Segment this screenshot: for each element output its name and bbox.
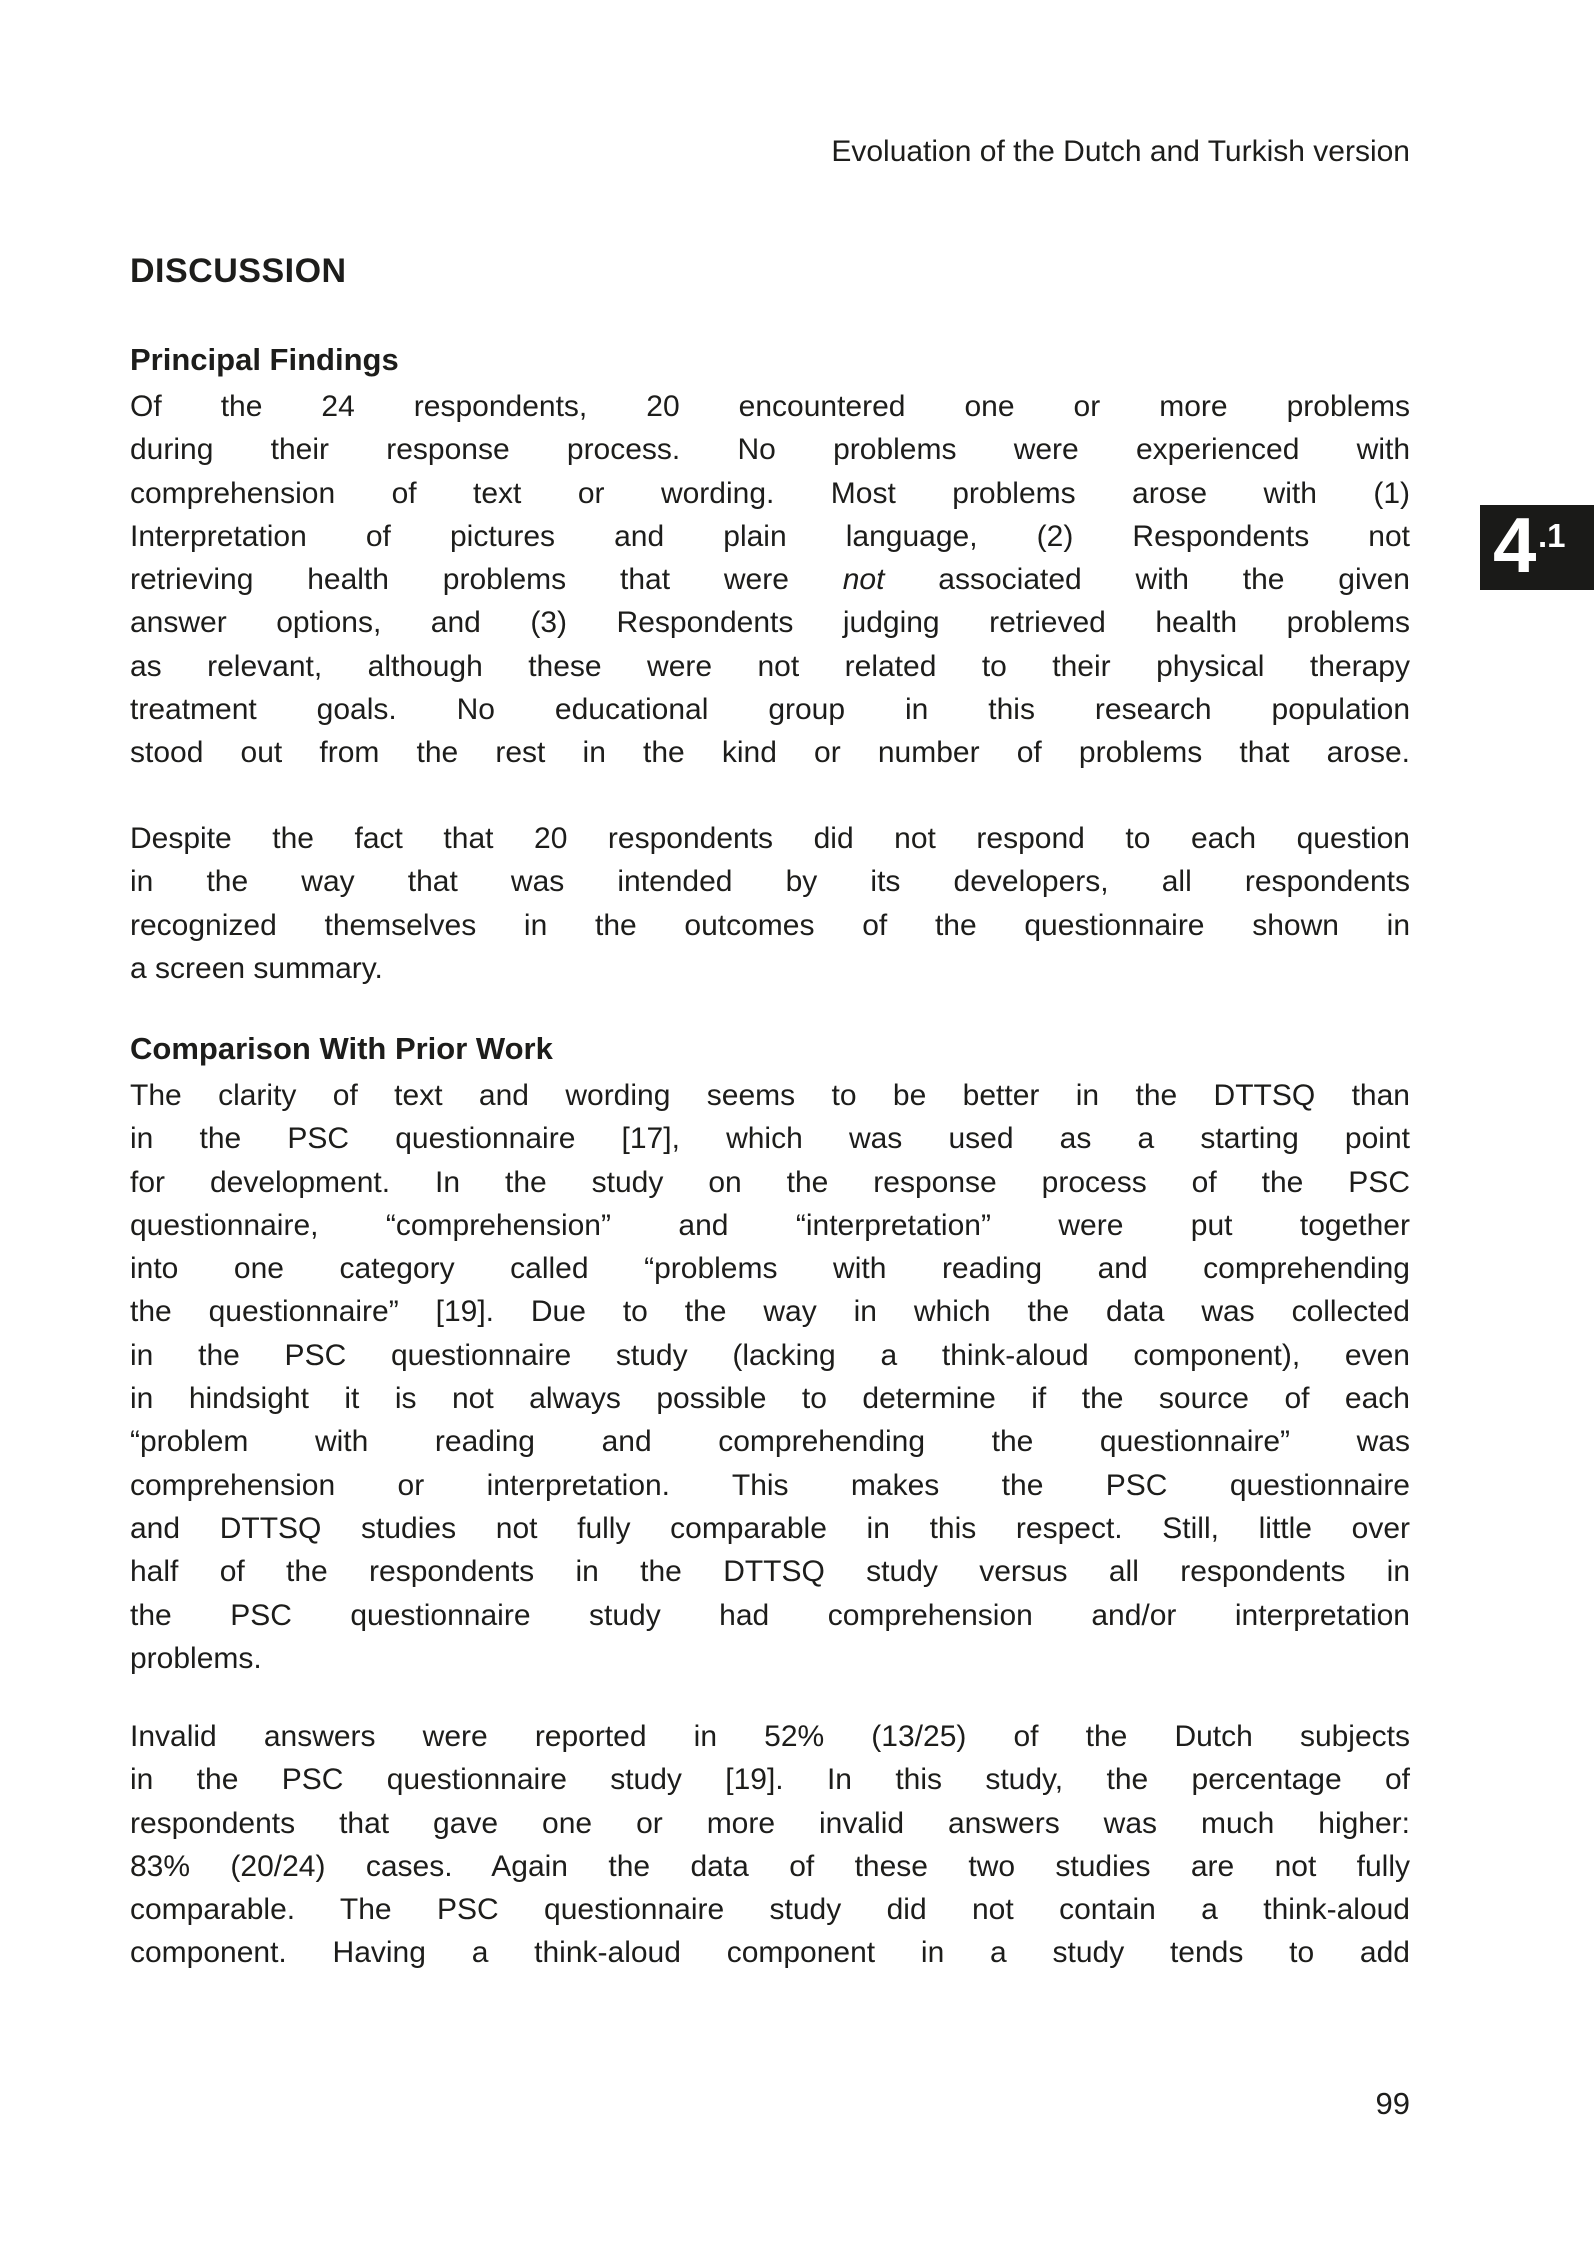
chapter-number: 4 bbox=[1493, 501, 1537, 589]
text-line: in the way that was intended by its developers, all respondents bbox=[130, 865, 1410, 899]
page-number: 99 bbox=[1375, 2086, 1410, 2121]
text-line: “problem with reading and comprehending the questionnaire” was bbox=[130, 1425, 1410, 1459]
text-line: treatment goals. No educational group in this research population bbox=[130, 693, 1410, 727]
italic-text: not bbox=[842, 563, 885, 597]
paragraph-comparison-1 bbox=[130, 1074, 1410, 1680]
text-line: in hindsight it is not always possible to determine if the source of each bbox=[130, 1382, 1410, 1416]
text-line: answer options, and (3) Respondents judging retrieved health problems bbox=[130, 606, 1410, 640]
text-line: component. Having a think-aloud component in a study tends to add bbox=[130, 1936, 1410, 1970]
text-line: in the PSC questionnaire [17], which was used as a starting point bbox=[130, 1122, 1410, 1156]
text-line: in the PSC questionnaire study [19]. In this study, the percentage of bbox=[130, 1763, 1410, 1797]
text-line: Interpretation of pictures and plain language, (2) Respondents not bbox=[130, 519, 1410, 553]
text-line: Invalid answers were reported in 52% (13/25) of the Dutch subjects bbox=[130, 1720, 1410, 1753]
text-line: The clarity of text and wording seems to be better in the DTTSQ than bbox=[130, 1079, 1410, 1112]
text-line: comprehension or interpretation. This makes the PSC questionnaire bbox=[130, 1468, 1410, 1502]
text-line: for development. In the study on the response process of the PSC bbox=[130, 1165, 1410, 1199]
text-line: in the PSC questionnaire study (lacking a think-aloud component), even bbox=[130, 1338, 1410, 1372]
text-line: and DTTSQ studies not fully comparable in this respect. Still, little over bbox=[130, 1511, 1410, 1545]
text-line: Despite the fact that 20 respondents did not respond to each question bbox=[130, 822, 1410, 855]
paragraph-comparison-2 bbox=[130, 1715, 1410, 1975]
text-line: stood out from the rest in the kind or number of problems that arose. bbox=[130, 736, 1410, 770]
text-line: retrieving health problems that were not associated with the given bbox=[130, 563, 1410, 597]
text-line: recognized themselves in the outcomes of the questionnaire shown in bbox=[130, 908, 1410, 942]
text-line: Of the 24 respondents, 20 encountered one or more problems bbox=[130, 390, 1410, 423]
chapter-tab bbox=[1480, 501, 1594, 590]
text-line: problems. bbox=[130, 1641, 262, 1675]
running-head: Evoluation of the Dutch and Turkish version bbox=[831, 135, 1410, 168]
subsection-heading-comparison-with-prior-work: Comparison With Prior Work bbox=[130, 1031, 553, 1066]
text-line: a screen summary. bbox=[130, 951, 383, 985]
text-line: into one category called “problems with reading and comprehending bbox=[130, 1252, 1410, 1286]
paragraph-principal-findings-1 bbox=[130, 385, 1410, 775]
text-line: comparable. The PSC questionnaire study did not contain a think-aloud bbox=[130, 1893, 1410, 1927]
text-line: half of the respondents in the DTTSQ study versus all respondents in bbox=[130, 1555, 1410, 1589]
text-line: respondents that gave one or more invalid answers was much higher: bbox=[130, 1806, 1410, 1840]
text-line: the PSC questionnaire study had comprehension and/or interpretation bbox=[130, 1598, 1410, 1632]
text-line: the questionnaire” [19]. Due to the way in which the data was collected bbox=[130, 1295, 1410, 1329]
section-title-discussion: DISCUSSION bbox=[130, 252, 347, 290]
text-line: 83% (20/24) cases. Again the data of these two studies are not fully bbox=[130, 1849, 1410, 1883]
text-line: comprehension of text or wording. Most problems arose with (1) bbox=[130, 476, 1410, 510]
text-line: during their response process. No problems were experienced with bbox=[130, 433, 1410, 467]
text-line: questionnaire, “comprehension” and “interpretation” were put together bbox=[130, 1208, 1410, 1242]
paragraph-principal-findings-2 bbox=[130, 817, 1410, 990]
subsection-heading-principal-findings: Principal Findings bbox=[130, 342, 399, 377]
chapter-subnumber: .1 bbox=[1538, 517, 1566, 554]
text-line: as relevant, although these were not related to their physical therapy bbox=[130, 649, 1410, 683]
